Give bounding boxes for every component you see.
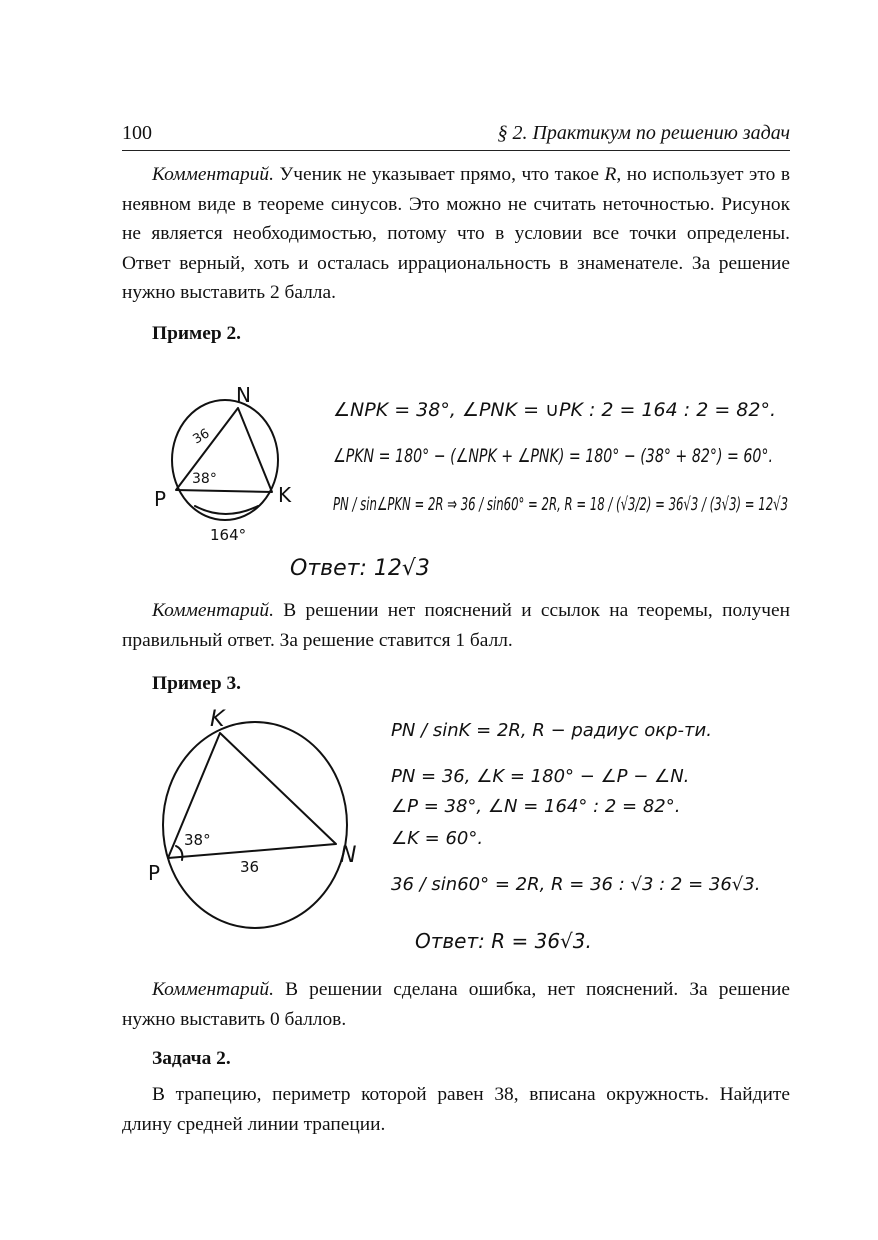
label-n: N — [340, 843, 357, 868]
label-n: N — [236, 383, 251, 407]
triangle-npk — [176, 408, 272, 492]
comment-paragraph-2 — [122, 596, 790, 655]
label-p: P — [154, 487, 167, 511]
circle-outline — [163, 722, 347, 928]
page-header — [122, 120, 790, 151]
comment-label: Комментарий. — [152, 164, 274, 185]
comment-text: Ученик не указывает прямо, что такое — [273, 164, 605, 185]
task-2-heading: Задача 2. — [152, 1048, 231, 1069]
example-2-heading: Пример 2. — [152, 323, 242, 344]
solution-line-5: 36 / sin60° = 2R, R = 36 : √3 : 2 = 36√3. — [391, 874, 761, 895]
example-3-heading: Пример 3. — [152, 673, 242, 694]
label-side-36: 36 — [240, 858, 260, 876]
solution-line-3: ∠P = 38°, ∠N = 164° : 2 = 82°. — [391, 796, 681, 817]
comment-paragraph-3 — [122, 975, 790, 1034]
label-angle-38: 38° — [184, 831, 211, 849]
comment-text: В решении нет пояснений и ссылок на теоремы, получен правильный ответ. За решение ставится 1 балл. — [122, 600, 790, 651]
comment-text: , но использует это в неявном виде в теореме синусов. Это можно не считать неточностью. Рисунок не является необходимостью, потому что в условии все точки определены. Ответ верный, хоть и осталась иррациональность в знаменателе. За решение нужно выставить 2 балла. — [122, 164, 790, 303]
label-side-36: 36 — [190, 426, 213, 448]
example-2-solution — [290, 380, 795, 590]
solution-line-2: ∠PKN = 180° − (∠NPK + ∠PNK) = 180° − (38° + 82°) = 60°. — [333, 445, 773, 467]
solution-line-1: PN / sinK = 2R, R − радиус окр-ти. — [391, 720, 712, 741]
comment-text: В решении сделана ошибка, нет пояснений. За решение нужно выставить 0 баллов. — [122, 979, 790, 1030]
solution-line-4: ∠K = 60°. — [391, 828, 484, 849]
label-k: K — [278, 483, 292, 507]
section-title: § 2. Практикум по решению задач — [497, 122, 790, 144]
example-3-figure — [140, 700, 370, 940]
label-p: P — [148, 861, 161, 885]
page-number: 100 — [122, 122, 152, 144]
comment-label: Комментарий. — [152, 600, 274, 621]
example-3-solution — [385, 700, 795, 960]
solution-line-3: PN / sin∠PKN = 2R ⇒ 36 / sin60° = 2R, R = 18 / (√3/2) = 36√3 / (3√3) = 12√3 — [333, 494, 788, 515]
example-2-figure — [140, 380, 320, 550]
solution-line-1: ∠NPK = 38°, ∠PNK = ∪PK : 2 = 164 : 2 = 82°. — [333, 399, 777, 421]
label-arc-164: 164° — [210, 526, 247, 544]
variable-r: R — [604, 164, 617, 185]
solution-line-2: PN = 36, ∠K = 180° − ∠P − ∠N. — [391, 766, 690, 787]
answer-example-2: Ответ: 12√3 — [290, 556, 430, 581]
label-k: K — [210, 707, 225, 732]
label-angle-38: 38° — [192, 471, 217, 487]
circle-outline — [172, 400, 278, 520]
task-2-text: В трапецию, периметр которой равен 38, вписана окружность. Найдите длину средней линии трапеции. — [122, 1084, 790, 1135]
comment-paragraph-1 — [122, 160, 790, 308]
comment-label: Комментарий. — [152, 979, 274, 1000]
answer-example-3: Ответ: R = 36√3. — [415, 929, 592, 953]
